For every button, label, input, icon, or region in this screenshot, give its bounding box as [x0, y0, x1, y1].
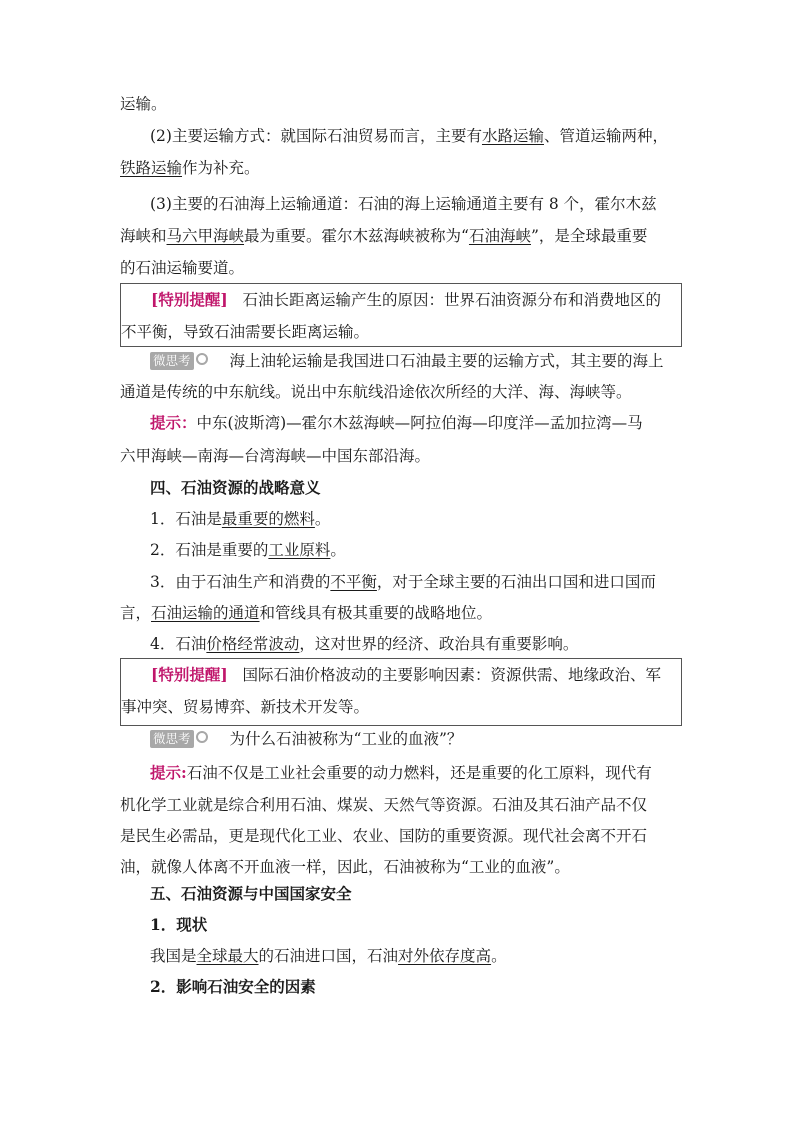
list-item: 1．石油是最重要的燃料。 [150, 510, 331, 528]
section-heading-5: 五、石油资源与中国国家安全 [150, 884, 352, 903]
hint-answer-1-line2: 六甲海峡—南海—台湾海峡—中国东部沿海。 [120, 447, 431, 465]
paragraph-transport-mode-cont: 铁路运输作为补充。 [120, 159, 260, 177]
subheading-factors: 2．影响石油安全的因素 [150, 977, 316, 996]
underlined-term: 马六甲海峡 [166, 227, 245, 245]
hint-answer-2-line2: 机化学工业就是综合利用石油、煤炭、天然气等资源。石油及其石油产品不仅 [120, 796, 648, 814]
hint-tag: 提示: [150, 763, 187, 782]
special-note-box-1 [120, 283, 682, 347]
note-line: 事冲突、贸易博弈、新技术开发等。 [121, 698, 370, 716]
note-line: [特别提醒] 石油长距离运输产生的原因：世界石油资源分布和消费地区的 [151, 290, 661, 309]
think-question-1: 微思考 海上油轮运输是我国进口石油最主要的运输方式，其主要的海上 [120, 345, 710, 377]
list-item: 3．由于石油生产和消费的不平衡，对于全球主要的石油出口国和进口国而 [150, 573, 656, 591]
note-line: [特别提醒] 国际石油价格波动的主要影响因素：资源供需、地缘政治、军 [151, 665, 661, 684]
special-note-tag: [特别提醒] [151, 665, 228, 684]
special-note-box-2 [120, 658, 682, 726]
underlined-term: 铁路运输 [120, 159, 183, 177]
think-tag: 微思考 [150, 352, 194, 370]
circle-dot-icon [196, 731, 208, 743]
list-item: 4．石油价格经常波动，这对世界的经济、政治具有重要影响。 [150, 635, 579, 653]
subheading-status: 1．现状 [150, 915, 208, 934]
list-item-cont: 言，石油运输的通道和管线具有极其重要的战略地位。 [120, 604, 493, 622]
list-item: 2．石油是重要的工业原料。 [150, 541, 346, 559]
hint-answer-2: 提示:石油不仅是工业社会重要的动力燃料，还是重要的化工原料，现代有 [150, 763, 652, 782]
note-line: 不平衡，导致石油需要长距离运输。 [121, 323, 370, 341]
hint-answer-1: 提示：中东(波斯湾)—霍尔木兹海峡—阿拉伯海—印度洋—孟加拉湾—马 [150, 413, 643, 432]
paragraph-transport-end: 运输。 [120, 95, 167, 113]
section-heading-4: 四、石油资源的战略意义 [150, 478, 321, 497]
paragraph-sea-routes-line2: 海峡和马六甲海峡最为重要。霍尔木兹海峡被称为“石油海峡”，是全球最重要 [120, 227, 648, 245]
hint-answer-2-line3: 是民生必需品，更是现代化工业、农业、国防的重要资源。现代社会离不开石 [120, 827, 648, 845]
think-tag: 微思考 [150, 730, 194, 748]
paragraph-status: 我国是全球最大的石油进口国，石油对外依存度高。 [150, 947, 507, 965]
underlined-term: 石油海峡 [468, 227, 531, 245]
paragraph-transport-mode: (2)主要运输方式：就国际石油贸易而言，主要有水路运输、管道运输两种， [150, 127, 668, 145]
circle-dot-icon [196, 353, 208, 365]
underlined-term: 水路运输 [481, 127, 544, 145]
hint-answer-2-line4: 油，就像人体离不开血液一样，因此，石油被称为“工业的血液”。 [120, 858, 570, 876]
paragraph-sea-routes-line3: 的石油运输要道。 [120, 259, 245, 277]
paragraph-sea-routes: (3)主要的石油海上运输通道：石油的海上运输通道主要有 8 个，霍尔木兹 [150, 195, 657, 213]
think-question-2: 微思考 为什么石油被称为“工业的血液”？ [120, 723, 710, 755]
hint-tag: 提示： [150, 413, 197, 432]
special-note-tag: [特别提醒] [151, 290, 228, 309]
think-question-1-line2: 通道是传统的中东航线。说出中东航线沿途依次所经的大洋、海、海峡等。 [120, 383, 632, 401]
